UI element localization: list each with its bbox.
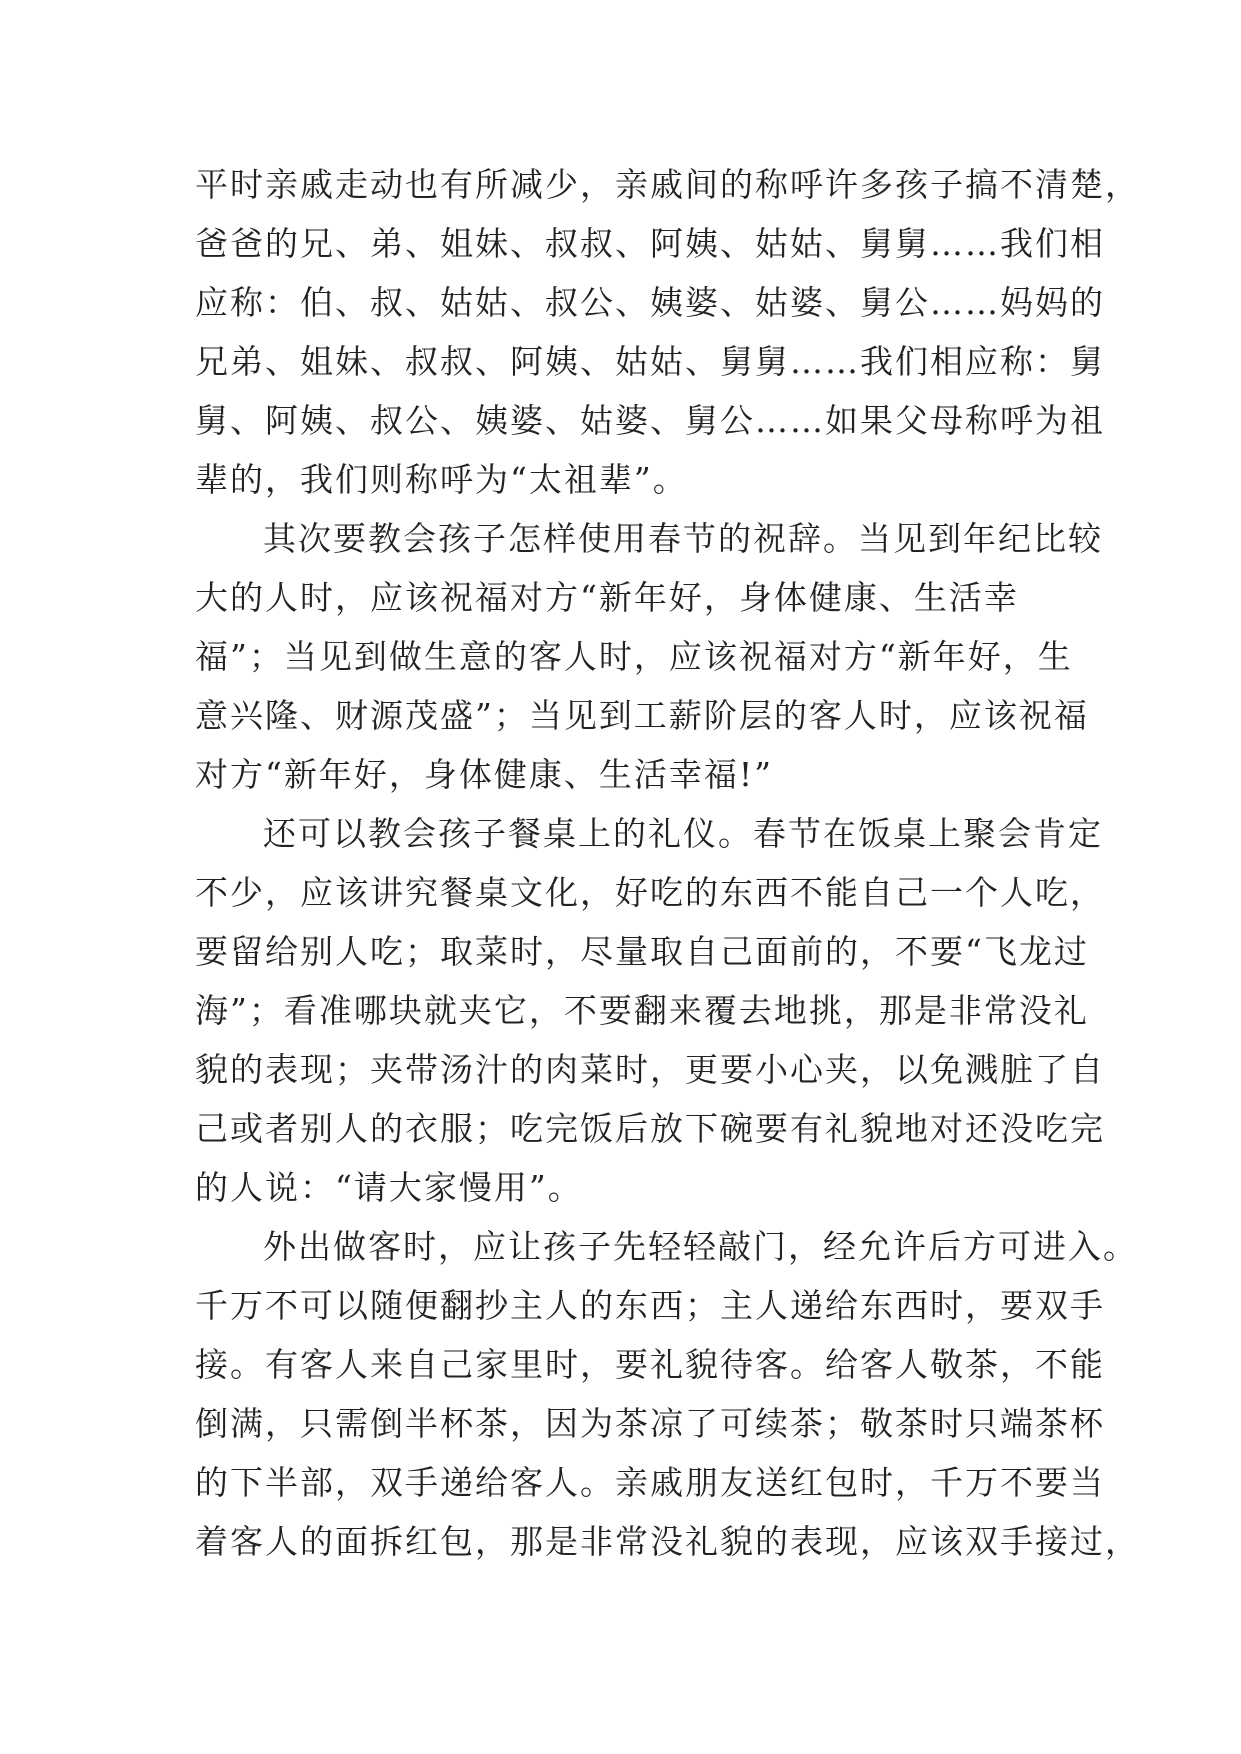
text-line: 其次要教会孩子怎样使用春节的祝辞。当见到年纪比较 <box>263 519 1103 558</box>
text-line: 不少，应该讲究餐桌文化，好吃的东西不能自己一个人吃， <box>195 873 1105 912</box>
body-text <box>195 155 1140 1571</box>
text-line: 对方“新年好，身体健康、生活幸福!” <box>195 755 774 794</box>
paragraph-visiting-etiquette <box>195 1217 1140 1571</box>
text-line: 平时亲戚走动也有所减少，亲戚间的称呼许多孩子搞不清楚， <box>195 165 1140 204</box>
text-line: 爸爸的兄、弟、姐妹、叔叔、阿姨、姑姑、舅舅……我们相 <box>195 224 1105 263</box>
text-line: 己或者别人的衣服；吃完饭后放下碗要有礼貌地对还没吃完 <box>195 1109 1105 1148</box>
text-line: 海”；看准哪块就夹它，不要翻来覆去地挑，那是非常没礼 <box>195 991 1089 1030</box>
text-line: 倒满，只需倒半杯茶，因为茶凉了可续茶；敬茶时只端茶杯 <box>195 1404 1105 1443</box>
text-line: 的人说：“请大家慢用”。 <box>195 1168 583 1207</box>
text-line: 意兴隆、财源茂盛”；当见到工薪阶层的客人时，应该祝福 <box>195 696 1089 735</box>
text-line: 应称：伯、叔、姑姑、叔公、姨婆、姑婆、舅公……妈妈的 <box>195 283 1105 322</box>
text-line: 接。有客人来自己家里时，要礼貌待客。给客人敬茶，不能 <box>195 1345 1105 1384</box>
text-line: 还可以教会孩子餐桌上的礼仪。春节在饭桌上聚会肯定 <box>263 814 1103 853</box>
text-line: 千万不可以随便翻抄主人的东西；主人递给东西时，要双手 <box>195 1286 1105 1325</box>
text-line: 福”；当见到做生意的客人时，应该祝福对方“新年好，生 <box>195 637 1073 676</box>
text-line: 着客人的面拆红包，那是非常没礼貌的表现，应该双手接过， <box>195 1522 1140 1561</box>
text-line: 舅、阿姨、叔公、姨婆、姑婆、舅公……如果父母称呼为祖 <box>195 401 1105 440</box>
text-line: 兄弟、姐妹、叔叔、阿姨、姑姑、舅舅……我们相应称：舅 <box>195 342 1105 381</box>
text-line: 外出做客时，应让孩子先轻轻敲门，经允许后方可进入。 <box>263 1227 1138 1266</box>
text-line: 貌的表现；夹带汤汁的肉菜时，更要小心夹，以免溅脏了自 <box>195 1050 1105 1089</box>
paragraph-greetings <box>195 509 1103 804</box>
paragraph-table-manners <box>195 804 1105 1217</box>
text-line: 辈的，我们则称呼为“太祖辈”。 <box>195 460 688 499</box>
paragraph-kinship-terms <box>195 155 1140 509</box>
text-line: 大的人时，应该祝福对方“新年好，身体健康、生活幸 <box>195 578 1019 617</box>
text-line: 的下半部，双手递给客人。亲戚朋友送红包时，千万不要当 <box>195 1463 1105 1502</box>
text-line: 要留给别人吃；取菜时，尽量取自己面前的，不要“飞龙过 <box>195 932 1089 971</box>
